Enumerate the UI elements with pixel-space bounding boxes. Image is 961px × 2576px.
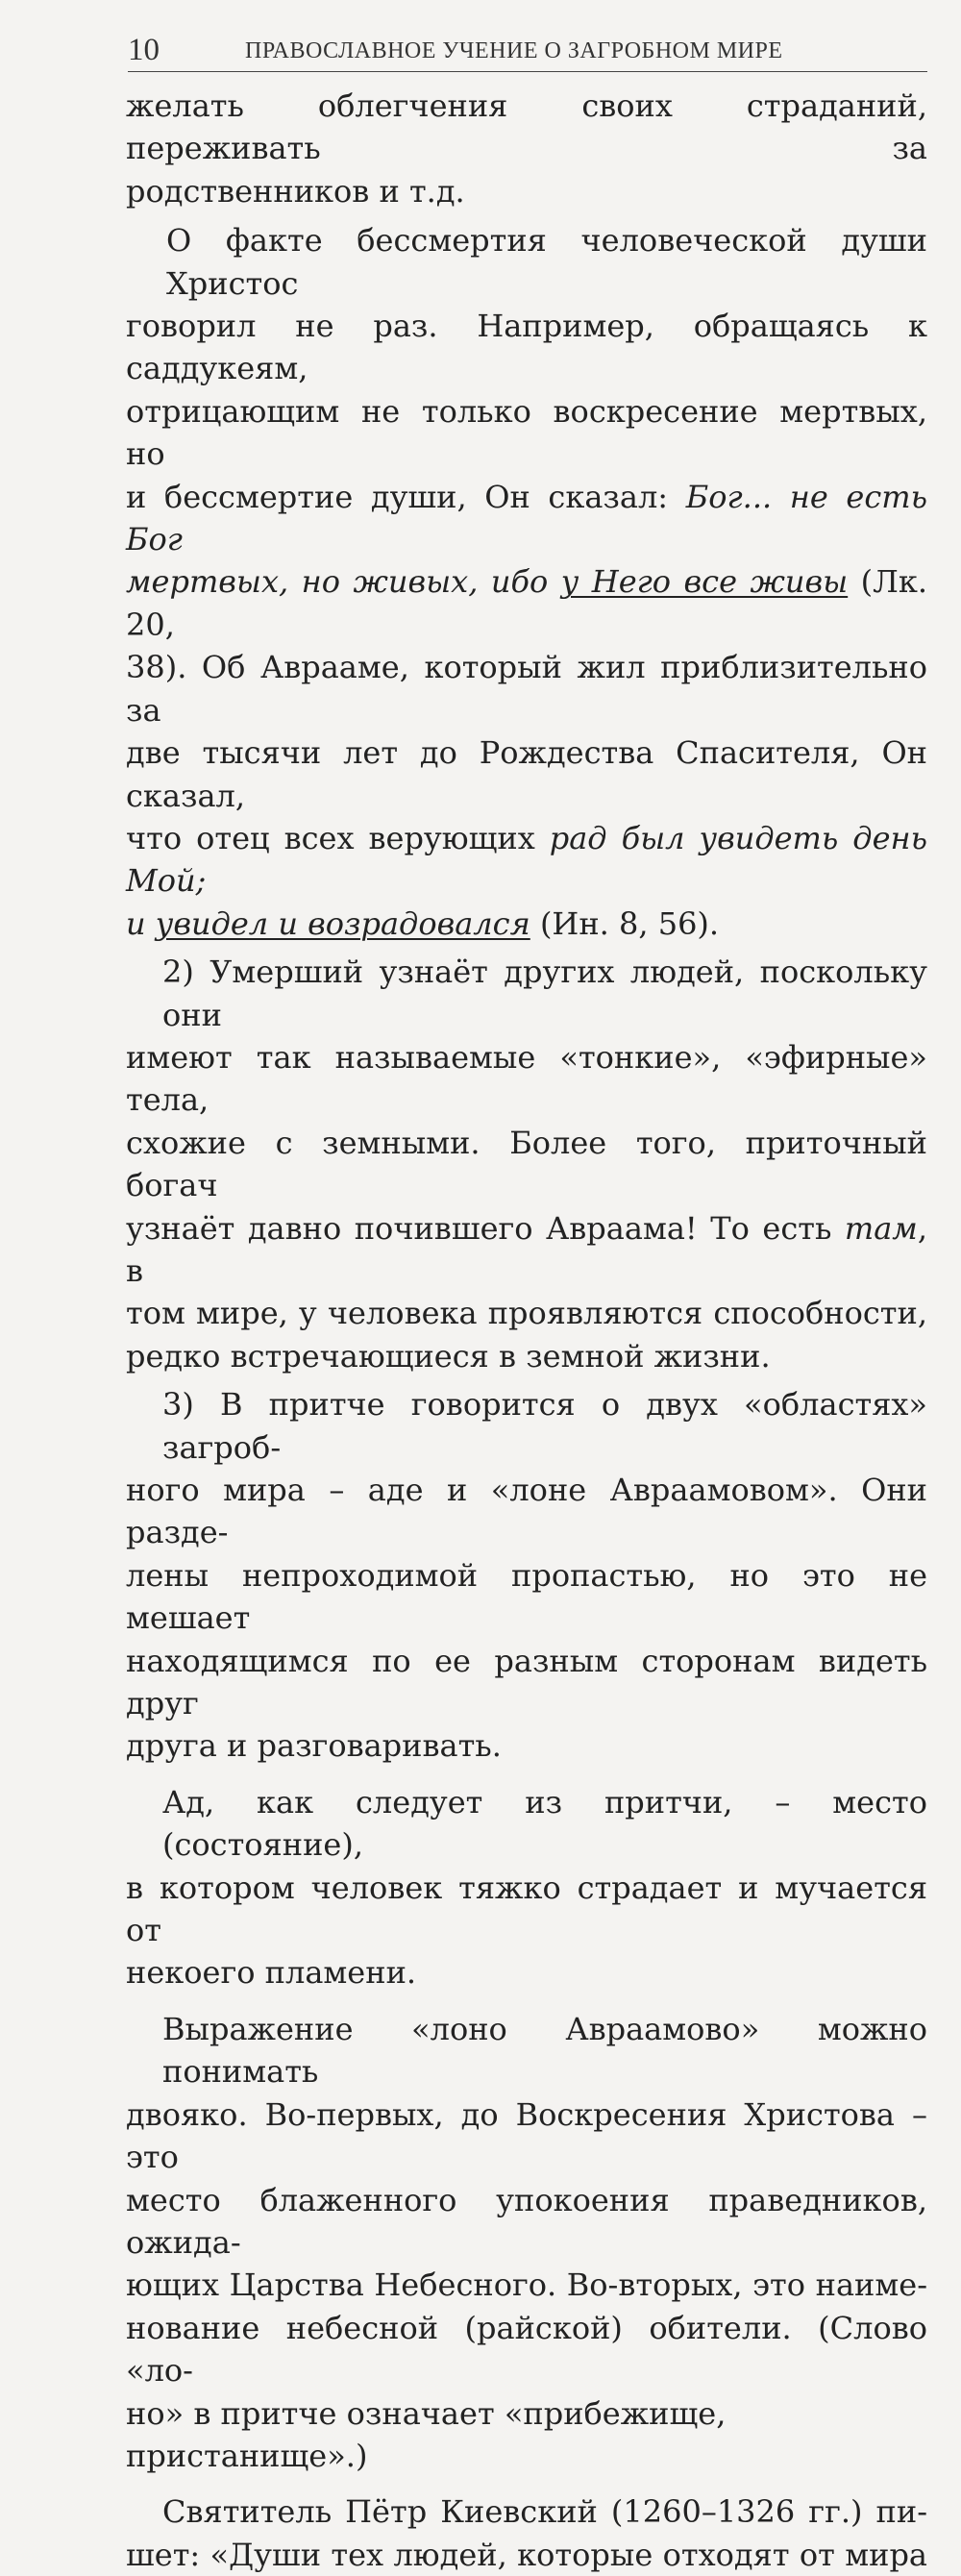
text-line: но» в притче означает «прибежище, пристанище».) [126, 2394, 727, 2474]
paragraph-4 [126, 1383, 927, 1768]
text-line: находящимся по ее разным сторонам видеть друг [126, 1642, 927, 1722]
text-line: нование небесной (райской) обители. (Слово «ло- [126, 2309, 927, 2390]
text-line: 2) Умерший узнаёт других людей, поскольку они [162, 954, 927, 1033]
paragraph-1 [126, 85, 927, 212]
text-line: Ад, как следует из притчи, – место (состояние), [162, 1783, 927, 1864]
text-run: и бессмертие души, Он сказал: [126, 478, 686, 515]
text-line: двояко. Во-первых, до Воскресения Христова – это [126, 2095, 927, 2176]
text-line [126, 817, 927, 903]
text-line: родственников и т.д. [126, 172, 465, 210]
page-header [128, 27, 927, 72]
text-line: место блаженного упокоения праведников, ожида- [126, 2181, 927, 2261]
text-line: ющих Царства Небесного. Во-вторых, это наиме- [126, 2266, 927, 2304]
quote-underlined: увидел и возрадовался [155, 904, 530, 942]
text-line: в котором человек тяжко страдает и мучается от [126, 1869, 927, 1949]
text-line [126, 903, 927, 945]
text-line: друга и разговаривать. [126, 1727, 502, 1765]
text-line: имеют так называемые «тонкие», «эфирные» тела, [126, 1038, 927, 1119]
page-number: 10 [128, 33, 160, 67]
paragraph-2 [126, 219, 927, 945]
text-line [126, 1207, 927, 1293]
text-line: отрицающим не только воскресение мертвых, но [126, 392, 927, 473]
paragraph-3 [126, 951, 927, 1377]
text-line: Выражение «лоно Авраамово» можно понимать [162, 2010, 927, 2091]
running-title: ПРАВОСЛАВНОЕ УЧЕНИЕ О ЗАГРОБНОМ МИРЕ [245, 38, 783, 63]
paragraph-5 [126, 1781, 927, 1994]
text-run: что отец всех верующих [126, 819, 550, 856]
citation: (Ин. 8, 56). [530, 904, 720, 942]
text-line: 3) В притче говорится о двух «областях» загроб- [162, 1386, 927, 1466]
text-line: некоего пламени. [126, 1954, 417, 1992]
text-line: Святитель Пётр Киевский (1260–1326 гг.) пи- [162, 2493, 927, 2531]
text-line: ного мира – аде и «лоне Авраамовом». Они разде- [126, 1472, 927, 1551]
text-line: схожие с земными. Более того, приточный богач [126, 1124, 927, 1204]
text-line: шет: «Души тех людей, которые отходят от мира [126, 2536, 927, 2573]
text-line: 38). Об Аврааме, который жил приблизительно за [126, 649, 927, 729]
text-line [126, 560, 927, 646]
text-line: том мире, у человека проявляются способности, [126, 1295, 927, 1332]
text-line [126, 476, 927, 561]
quote-italic: Бог... не есть Бог [126, 478, 928, 558]
quote-underlined: у Него все живы [560, 563, 849, 601]
quote-italic: мертвых, но живых, ибо [126, 563, 561, 601]
quote-italic: и [126, 904, 156, 942]
text-line: желать облегчения своих страданий, переживать за [126, 87, 927, 167]
emphasis-italic: там [844, 1209, 918, 1247]
paragraph-6 [126, 2008, 927, 2477]
text-line: О факте бессмертия человеческой души Христос [166, 222, 927, 302]
paragraph-7 [126, 2490, 927, 2576]
text-run: узнаёт давно почившего Авраама! То есть [126, 1209, 845, 1247]
text-line: говорил не раз. Например, обращаясь к саддукеям, [126, 308, 927, 387]
body-text [126, 85, 927, 2576]
citation: (Лк. 20, [126, 563, 928, 643]
text-line: лены непроходимой пропастью, но это не мешает [126, 1556, 927, 1637]
text-run: , в [126, 1209, 927, 1289]
quote-italic: рад был увидеть день Мой; [126, 819, 928, 900]
text-line: две тысячи лет до Рождества Спасителя, Он сказал, [126, 734, 927, 814]
text-line: редко встречающиеся в земной жизни. [126, 1337, 771, 1375]
